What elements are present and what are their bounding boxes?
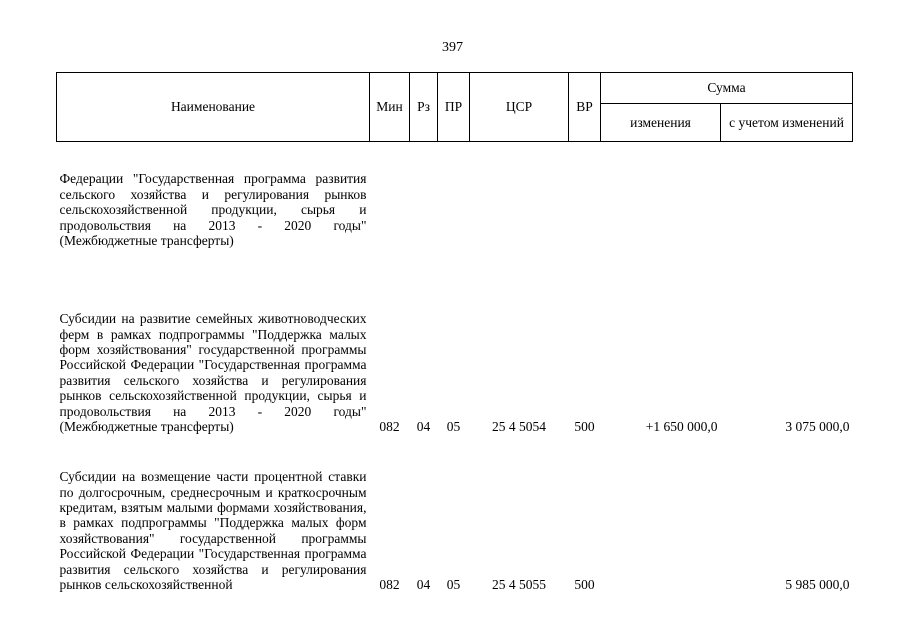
header-rz: Рз [410, 73, 438, 142]
row-total: 3 075 000,0 [785, 418, 850, 434]
page-number: 397 [442, 40, 463, 55]
header-csr: ЦСР [470, 73, 569, 142]
row-change: +1 650 000,0 [645, 418, 718, 434]
row-pr [438, 142, 470, 249]
row-rz: 04 [416, 576, 431, 592]
row-name: Федерации "Государственная программа развития сельского хозяйства и регулирования рынков сельскохозяйственной продукции, сырья и продовольствия на 2013 - 2020 годы" (Межбюджетные трансферты) [59, 171, 367, 249]
row-min: 082 [379, 576, 400, 592]
row-pr: 05 [446, 418, 461, 434]
budget-table [56, 72, 853, 593]
row-total [721, 142, 853, 249]
row-name-cell [57, 249, 370, 435]
row-change [601, 142, 721, 249]
row-vr: 500 [574, 576, 595, 592]
header-vr: ВР [569, 73, 601, 142]
header-with-changes: с учетом изменений [721, 104, 853, 142]
table-body [57, 142, 853, 593]
row-name-cell [57, 435, 370, 593]
row-total: 5 985 000,0 [785, 576, 850, 592]
row-pr: 05 [446, 576, 461, 592]
row-vr: 500 [574, 418, 595, 434]
table-row [57, 435, 853, 593]
row-name-cell [57, 142, 370, 249]
header-change: изменения [601, 104, 721, 142]
row-min [370, 142, 410, 249]
row-csr [470, 142, 569, 249]
header-min: Мин [370, 73, 410, 142]
header-pr: ПР [438, 73, 470, 142]
row-rz: 04 [416, 418, 431, 434]
header-sum: Сумма [601, 73, 853, 104]
row-csr: 25 4 5054 [492, 418, 546, 434]
row-csr: 25 4 5055 [492, 576, 546, 592]
row-vr [569, 142, 601, 249]
row-change [601, 435, 721, 593]
header-name: Наименование [57, 73, 370, 142]
table-row [57, 249, 853, 435]
row-rz [410, 142, 438, 249]
row-name: Субсидии на развитие семейных животноводческих ферм в рамках подпрограммы "Поддержка малых форм хозяйствования" государственной программы Российской Федерации "Государственная программа развития сельского хозяйства и регулирования рынков сельскохозяйственной продукции, сырья и продовольствия на 2013 - 2020 годы" (Межбюджетные трансферты) [59, 311, 367, 435]
table-header [57, 73, 853, 142]
row-min: 082 [379, 418, 400, 434]
row-name: Субсидии на возмещение части процентной ставки по долгосрочным, среднесрочным и краткосрочным кредитам, взятым малыми формами хозяйствования, в рамках подпрограммы "Поддержка малых форм хозяйствования" государственной программы Российской Федерации "Государственная программа развития сельского хозяйства и регулирования рынков сельскохозяйственной [59, 469, 367, 593]
table-row [57, 142, 853, 249]
